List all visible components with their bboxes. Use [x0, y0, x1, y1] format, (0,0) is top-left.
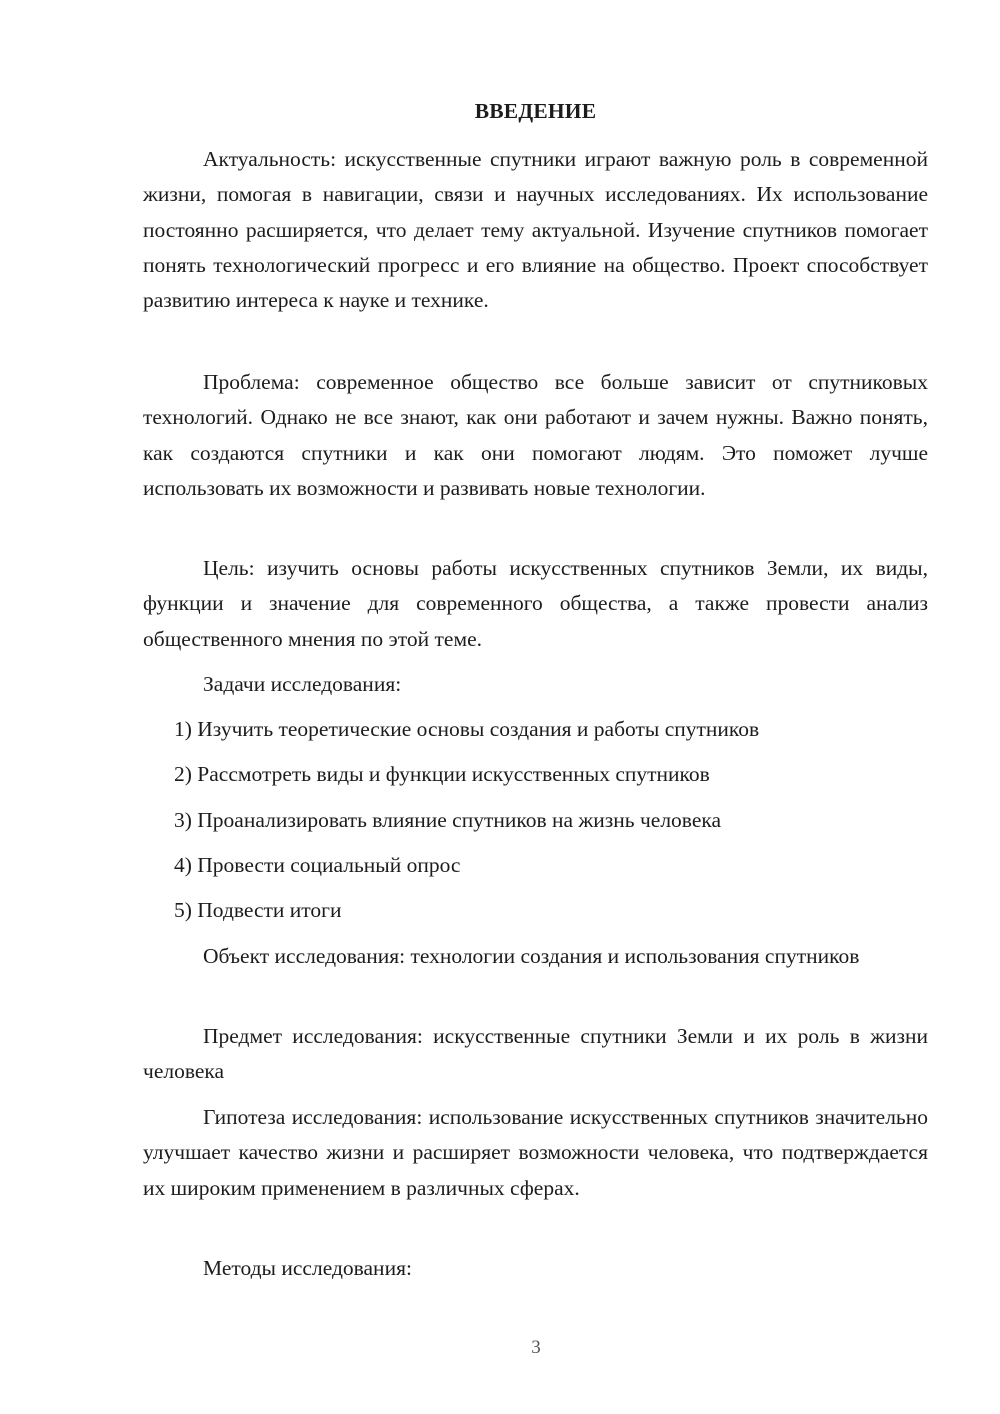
- section-heading: ВВЕДЕНИЕ: [474, 99, 597, 123]
- goal-paragraph: Цель: изучить основы работы искусственных спутников Земли, их виды, функции и значение для современного общества, а также провести анализ общественного мнения по этой теме.: [143, 556, 928, 651]
- subject-paragraph: Предмет исследования: искусственные спутники Земли и их роль в жизни человека: [143, 1024, 928, 1084]
- methods-title: Методы исследования:: [203, 1256, 412, 1280]
- task-list-item: 2) Рассмотреть виды и функции искусственных спутников: [174, 762, 710, 786]
- task-list-item: 3) Проанализировать влияние спутников на жизнь человека: [174, 808, 722, 832]
- page-number: 3: [531, 1337, 541, 1358]
- object-paragraph: Объект исследования: технологии создания и использования спутников: [203, 944, 860, 968]
- relevance-paragraph: Актуальность: искусственные спутники играют важную роль в современной жизни, помогая в навигации, связи и научных исследованиях. Их использование постоянно расширяется, что делает тему актуальной. Изучение спутников помогает понять технологический прогресс и его влияние на общество. Проект способствует развитию интереса к науке и технике.: [143, 147, 928, 313]
- task-list-item: 4) Провести социальный опрос: [174, 853, 461, 877]
- problem-paragraph: Проблема: современное общество все больше зависит от спутниковых технологий. Однако не все знают, как они работают и зачем нужны. Важно понять, как создаются спутники и как они помогают людям. Это поможет лучше использовать их возможности и развивать новые технологии.: [143, 370, 928, 500]
- task-list-item: 1) Изучить теоретические основы создания и работы спутников: [174, 717, 760, 741]
- tasks-title: Задачи исследования:: [203, 672, 402, 696]
- hypothesis-paragraph: Гипотеза исследования: использование искусственных спутников значительно улучшает качество жизни и расширяет возможности человека, что подтверждается их широким применением в различных сферах.: [143, 1105, 928, 1200]
- task-list-item: 5) Подвести итоги: [174, 898, 342, 922]
